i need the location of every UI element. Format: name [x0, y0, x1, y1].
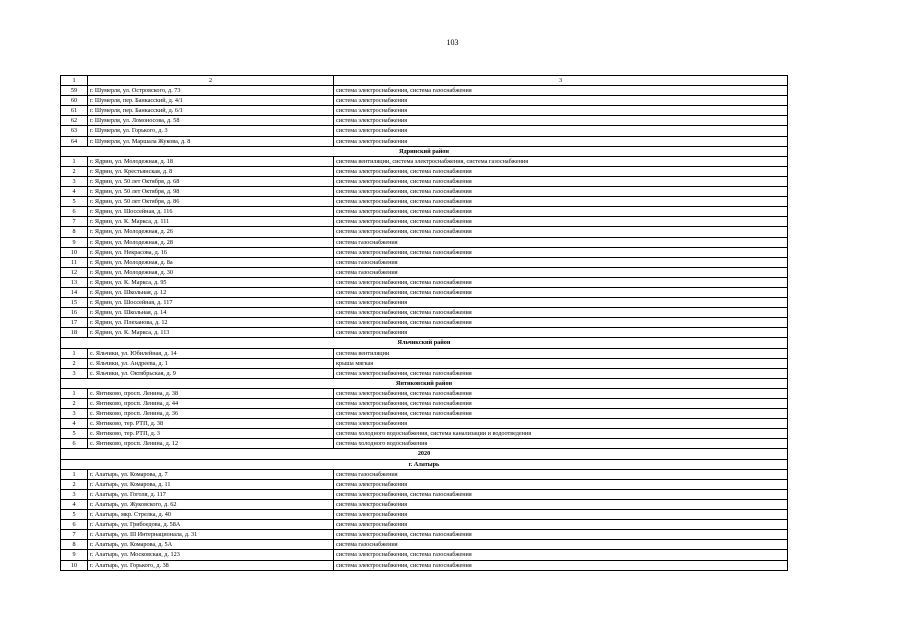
- row-address: г. Шумерля, ул. Ломоносова, д. 58: [88, 116, 334, 126]
- table-row: [61, 86, 788, 96]
- row-address: г. Алатырь, ул. Гоголя, д. 117: [88, 489, 334, 499]
- row-systems: система электроснабжения: [334, 479, 788, 489]
- row-number: 62: [61, 116, 88, 126]
- table-row: [61, 187, 788, 197]
- column-number-1: 1: [61, 76, 88, 86]
- row-address: г. Алатырь, ул. Московская, д. 123: [88, 550, 334, 560]
- row-systems: система газоснабжения: [334, 237, 788, 247]
- row-number: 6: [61, 207, 88, 217]
- table-row: [61, 126, 788, 136]
- row-systems: система электроснабжения, система газоснабжения: [334, 287, 788, 297]
- row-number: 3: [61, 409, 88, 419]
- row-address: г. Шумерля, ул. Островского, д. 73: [88, 86, 334, 96]
- row-number: 1: [61, 348, 88, 358]
- row-number: 10: [61, 247, 88, 257]
- row-systems: система электроснабжения, система газоснабжения: [334, 86, 788, 96]
- row-address: г. Ядрин, ул. Крестьянская, д. 8: [88, 166, 334, 176]
- row-address: г. Шумерля, ул. Маршала Жукова, д. 8: [88, 136, 334, 146]
- section-header-row: [61, 146, 788, 156]
- column-number-3: 3: [334, 76, 788, 86]
- row-number: 4: [61, 499, 88, 509]
- table-row: [61, 419, 788, 429]
- column-number-2: 2: [88, 76, 334, 86]
- row-systems: система электроснабжения, система газоснабжения: [334, 560, 788, 570]
- row-number: 3: [61, 176, 88, 186]
- section-title: г. Алатырь: [61, 459, 788, 469]
- row-address: г. Ядрин, ул. Молодежная, д. 26: [88, 227, 334, 237]
- row-systems: система электроснабжения, система газоснабжения: [334, 318, 788, 328]
- table-row: [61, 510, 788, 520]
- row-number: 4: [61, 187, 88, 197]
- row-number: 17: [61, 318, 88, 328]
- row-systems: система электроснабжения: [334, 419, 788, 429]
- section-header-row: [61, 459, 788, 469]
- row-address: г. Ядрин, ул. К. Маркса, д. 111: [88, 217, 334, 227]
- row-systems: система электроснабжения, система газоснабжения: [334, 550, 788, 560]
- row-number: 3: [61, 489, 88, 499]
- column-number-row: [61, 76, 788, 86]
- row-number: 2: [61, 166, 88, 176]
- table-row: [61, 308, 788, 318]
- table-row: [61, 96, 788, 106]
- row-number: 60: [61, 96, 88, 106]
- table-row: [61, 439, 788, 449]
- row-number: 15: [61, 298, 88, 308]
- table-row: [61, 479, 788, 489]
- row-address: г. Шумерля, пер. Банкасский, д. 4/1: [88, 96, 334, 106]
- row-systems: система электроснабжения: [334, 126, 788, 136]
- table-row: [61, 287, 788, 297]
- table-row: [61, 358, 788, 368]
- table-row: [61, 550, 788, 560]
- row-number: 8: [61, 227, 88, 237]
- table-row: [61, 197, 788, 207]
- table-row: [61, 106, 788, 116]
- table-row: [61, 237, 788, 247]
- row-address: с. Янтиково, просп. Ленина, д. 44: [88, 399, 334, 409]
- row-number: 13: [61, 277, 88, 287]
- row-address: с. Яльчики, ул. Юбилейная, д. 14: [88, 348, 334, 358]
- row-systems: система электроснабжения, система газоснабжения: [334, 187, 788, 197]
- section-header-row: [61, 378, 788, 388]
- row-number: 5: [61, 197, 88, 207]
- row-systems: система электроснабжения: [334, 298, 788, 308]
- register-table: [60, 75, 788, 571]
- table-row: [61, 247, 788, 257]
- row-number: 8: [61, 540, 88, 550]
- row-number: 4: [61, 419, 88, 429]
- row-systems: система электроснабжения: [334, 499, 788, 509]
- row-systems: система электроснабжения, система газоснабжения: [334, 176, 788, 186]
- table-row: [61, 499, 788, 509]
- row-address: г. Ядрин, ул. Плеханова, д. 12: [88, 318, 334, 328]
- row-systems: система электроснабжения: [334, 520, 788, 530]
- table-row: [61, 520, 788, 530]
- row-number: 7: [61, 530, 88, 540]
- section-title: Ядринский район: [61, 146, 788, 156]
- row-number: 63: [61, 126, 88, 136]
- row-address: г. Ядрин, ул. Молодежная, д. 8а: [88, 257, 334, 267]
- table-row: [61, 176, 788, 186]
- row-address: с. Яльчики, ул. Андреева, д. 1: [88, 358, 334, 368]
- row-address: г. Алатырь, ул. Комарова, д. 7: [88, 469, 334, 479]
- row-number: 5: [61, 429, 88, 439]
- row-number: 10: [61, 560, 88, 570]
- row-address: г. Ядрин, ул. Шоссейная, д. 116: [88, 207, 334, 217]
- table-row: [61, 540, 788, 550]
- row-address: с. Янтиково, тер. РТП, д. 3: [88, 429, 334, 439]
- row-systems: система электроснабжения, система газоснабжения: [334, 530, 788, 540]
- register-table-body: [61, 76, 788, 571]
- row-systems: система электроснабжения: [334, 510, 788, 520]
- row-number: 12: [61, 267, 88, 277]
- table-row: [61, 156, 788, 166]
- row-address: г. Ядрин, ул. Школьная, д. 14: [88, 308, 334, 318]
- row-address: г. Алатырь, ул. Комарова, д. 11: [88, 479, 334, 489]
- row-address: г. Ядрин, ул. Молодежная, д. 28: [88, 237, 334, 247]
- row-address: г. Алатырь, ул. Комарова, д. 5А: [88, 540, 334, 550]
- row-address: с. Янтиково, тер. РТП, д. 38: [88, 419, 334, 429]
- row-number: 5: [61, 510, 88, 520]
- section-header-row: [61, 338, 788, 348]
- row-systems: система электроснабжения, система газоснабжения: [334, 308, 788, 318]
- row-address: г. Ядрин, ул. 50 лет Октября, д. 86: [88, 197, 334, 207]
- row-systems: система электроснабжения, система газоснабжения: [334, 217, 788, 227]
- table-row: [61, 277, 788, 287]
- row-address: г. Алатырь, мкр. Стрелка, д. 40: [88, 510, 334, 520]
- page-number: 103: [446, 38, 459, 47]
- row-address: с. Янтиково, просп. Ленина, д. 36: [88, 409, 334, 419]
- row-systems: система холодного водоснабжения: [334, 439, 788, 449]
- section-title: Янтиковский район: [61, 378, 788, 388]
- row-systems: система электроснабжения, система газоснабжения: [334, 388, 788, 398]
- row-address: г. Алатырь, ул. Грибоедова, д. 58А: [88, 520, 334, 530]
- row-systems: система электроснабжения, система газоснабжения: [334, 227, 788, 237]
- row-address: с. Яльчики, ул. Октябрьская, д. 9: [88, 368, 334, 378]
- table-row: [61, 318, 788, 328]
- row-number: 2: [61, 358, 88, 368]
- row-number: 14: [61, 287, 88, 297]
- table-row: [61, 207, 788, 217]
- row-systems: система электроснабжения: [334, 328, 788, 338]
- row-systems: система газоснабжения: [334, 469, 788, 479]
- table-row: [61, 388, 788, 398]
- row-address: с. Янтиково, просп. Ленина, д. 38: [88, 388, 334, 398]
- row-systems: система электроснабжения, система газоснабжения: [334, 247, 788, 257]
- table-row: [61, 217, 788, 227]
- row-address: г. Ядрин, ул. К. Маркса, д. 95: [88, 277, 334, 287]
- row-number: 3: [61, 368, 88, 378]
- table-row: [61, 116, 788, 126]
- row-address: г. Ядрин, ул. К. Маркса, д. 113: [88, 328, 334, 338]
- row-number: 16: [61, 308, 88, 318]
- table-row: [61, 298, 788, 308]
- row-number: 1: [61, 469, 88, 479]
- row-address: г. Алатырь, ул. Жуковского, д. 62: [88, 499, 334, 509]
- row-number: 2: [61, 479, 88, 489]
- row-number: 6: [61, 520, 88, 530]
- table-row: [61, 409, 788, 419]
- table-row: [61, 348, 788, 358]
- row-systems: система электроснабжения: [334, 116, 788, 126]
- row-address: г. Ядрин, ул. Некрасова, д. 16: [88, 247, 334, 257]
- row-address: с. Янтиково, просп. Ленина, д. 12: [88, 439, 334, 449]
- row-address: г. Шумерля, пер. Банкасский, д. 6/1: [88, 106, 334, 116]
- section-title: Яльчикский район: [61, 338, 788, 348]
- row-address: г. Ядрин, ул. 50 лет Октября, д. 68: [88, 176, 334, 186]
- table-row: [61, 267, 788, 277]
- row-address: г. Ядрин, ул. Шоссейная, д. 117: [88, 298, 334, 308]
- row-address: г. Алатырь, ул. III Интернационала, д. 31: [88, 530, 334, 540]
- row-systems: система электроснабжения, система газоснабжения: [334, 399, 788, 409]
- section-title: 2020: [61, 449, 788, 459]
- row-systems: система вентиляции: [334, 348, 788, 358]
- row-systems: система газоснабжения: [334, 540, 788, 550]
- row-address: г. Алатырь, ул. Горького, д. 38: [88, 560, 334, 570]
- row-number: 1: [61, 388, 88, 398]
- row-number: 7: [61, 217, 88, 227]
- table-row: [61, 368, 788, 378]
- row-systems: система электроснабжения, система газоснабжения: [334, 489, 788, 499]
- row-systems: система электроснабжения: [334, 136, 788, 146]
- row-address: г. Ядрин, ул. Школьная, д. 12: [88, 287, 334, 297]
- row-number: 61: [61, 106, 88, 116]
- table-row: [61, 469, 788, 479]
- row-systems: система электроснабжения, система газоснабжения: [334, 207, 788, 217]
- row-systems: система электроснабжения: [334, 106, 788, 116]
- table-row: [61, 429, 788, 439]
- row-number: 9: [61, 237, 88, 247]
- table-row: [61, 530, 788, 540]
- row-systems: система электроснабжения, система газоснабжения: [334, 197, 788, 207]
- row-systems: система газоснабжения: [334, 257, 788, 267]
- row-address: г. Ядрин, ул. Молодежная, д. 18: [88, 156, 334, 166]
- row-systems: система электроснабжения, система газоснабжения: [334, 166, 788, 176]
- section-header-row: [61, 449, 788, 459]
- row-number: 59: [61, 86, 88, 96]
- table-row: [61, 166, 788, 176]
- row-number: 2: [61, 399, 88, 409]
- row-systems: система электроснабжения: [334, 96, 788, 106]
- table-row: [61, 136, 788, 146]
- row-number: 1: [61, 156, 88, 166]
- table-row: [61, 227, 788, 237]
- table-row: [61, 328, 788, 338]
- row-number: 9: [61, 550, 88, 560]
- row-systems: система холодного водоснабжения, система канализации и водоотведения: [334, 429, 788, 439]
- row-number: 11: [61, 257, 88, 267]
- row-systems: система вентиляции, система электроснабжения, система газоснабжения: [334, 156, 788, 166]
- table-row: [61, 399, 788, 409]
- table-row: [61, 489, 788, 499]
- row-address: г. Ядрин, ул. Молодежная, д. 30: [88, 267, 334, 277]
- row-number: 64: [61, 136, 88, 146]
- row-systems: система газоснабжения: [334, 267, 788, 277]
- row-number: 6: [61, 439, 88, 449]
- table-row: [61, 257, 788, 267]
- row-systems: система электроснабжения, система газоснабжения: [334, 368, 788, 378]
- row-systems: система электроснабжения, система газоснабжения: [334, 409, 788, 419]
- row-systems: система электроснабжения, система газоснабжения: [334, 277, 788, 287]
- row-address: г. Ядрин, ул. 50 лет Октября, д. 98: [88, 187, 334, 197]
- row-number: 18: [61, 328, 88, 338]
- row-systems: крыша мягкая: [334, 358, 788, 368]
- row-address: г. Шумерля, ул. Горького, д. 3: [88, 126, 334, 136]
- table-row: [61, 560, 788, 570]
